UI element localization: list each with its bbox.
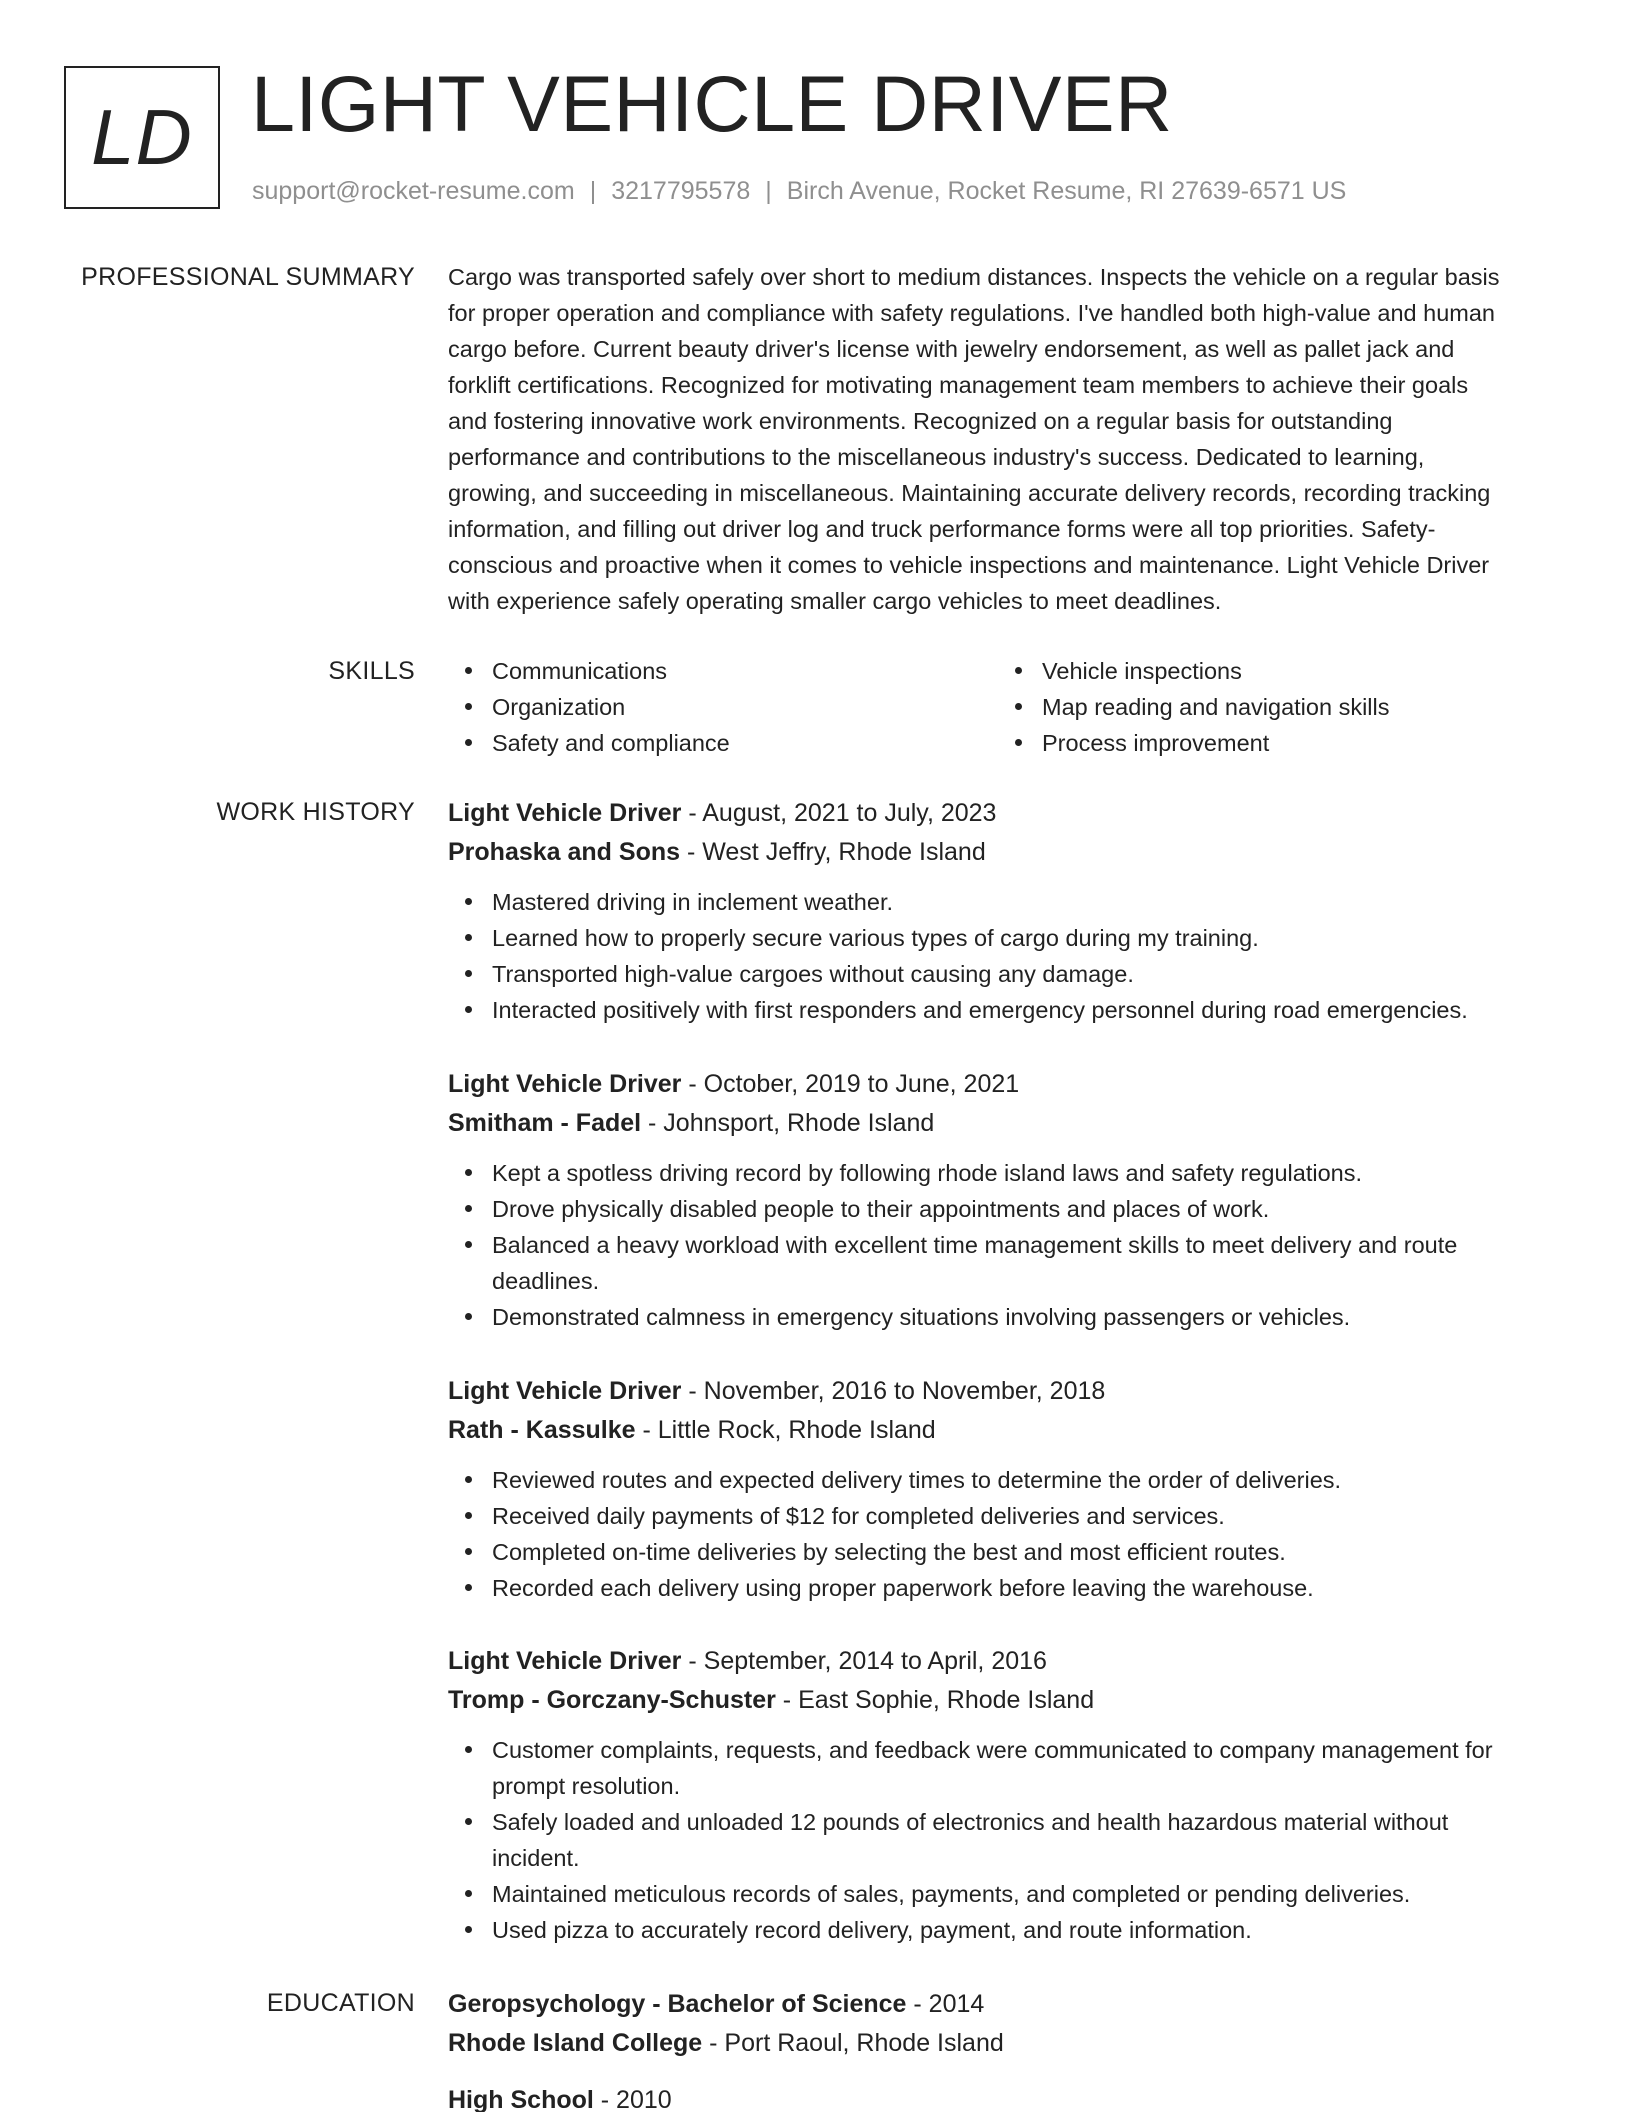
job-duty: Kept a spotless driving record by following rhode island laws and safety regulations. bbox=[448, 1155, 1566, 1191]
section-label-work-history: WORK HISTORY bbox=[216, 798, 415, 826]
job-title-line bbox=[448, 1642, 1566, 1681]
contact-separator: | bbox=[589, 177, 597, 205]
skill-item: Communications bbox=[448, 653, 998, 689]
work-history-body bbox=[448, 1642, 1566, 1948]
job-dates: - October, 2019 to June, 2021 bbox=[681, 1070, 1020, 1098]
work-history-body bbox=[448, 1372, 1566, 1606]
contact-address: Birch Avenue, Rocket Resume, RI 27639-6571 US bbox=[786, 177, 1347, 205]
section-label-summary: PROFESSIONAL SUMMARY bbox=[81, 263, 415, 291]
job-dates: - August, 2021 to July, 2023 bbox=[681, 799, 997, 827]
job-title: Light Vehicle Driver bbox=[448, 1377, 682, 1405]
job-location: - Johnsport, Rhode Island bbox=[641, 1109, 935, 1137]
education-degree: Geropsychology - Bachelor of Science bbox=[448, 1990, 907, 2018]
skill-item: Map reading and navigation skills bbox=[998, 689, 1548, 725]
job-duties bbox=[448, 1155, 1566, 1335]
skills-column-left bbox=[448, 653, 998, 761]
job-location: - East Sophie, Rhode Island bbox=[775, 1686, 1095, 1714]
job-duty: Interacted positively with first responders and emergency personnel during road emergencies. bbox=[448, 992, 1566, 1028]
job-duty bbox=[448, 1804, 1566, 1876]
job-duty: Demonstrated calmness in emergency situations involving passengers or vehicles. bbox=[448, 1299, 1566, 1335]
job-duty-line: Customer complaints, requests, and feedback were communicated to company management for bbox=[492, 1737, 1493, 1763]
summary-line: growing, and succeeding in miscellaneous. Maintaining accurate delivery records, recording tracking bbox=[448, 480, 1491, 506]
job-company-line bbox=[448, 1681, 1566, 1720]
skill-item: Process improvement bbox=[998, 725, 1548, 761]
education-entry bbox=[448, 2081, 1566, 2112]
job-duty: Completed on-time deliveries by selecting the best and most efficient routes. bbox=[448, 1534, 1566, 1570]
education-degree: High School bbox=[448, 2086, 594, 2112]
education-school: Rhode Island College bbox=[448, 2029, 703, 2057]
work-history-body bbox=[448, 1065, 1566, 1335]
section-label-skills: SKILLS bbox=[328, 657, 415, 685]
job-company: Prohaska and Sons bbox=[448, 838, 681, 866]
summary-line: performance and contributions to the miscellaneous industry's success. Dedicated to learning, bbox=[448, 444, 1425, 470]
skills-column-right bbox=[998, 653, 1548, 761]
job-duty-line: Balanced a heavy workload with excellent time management skills to meet delivery and route bbox=[492, 1232, 1458, 1258]
page-title: LIGHT VEHICLE DRIVER bbox=[251, 59, 1173, 148]
job-location: - Little Rock, Rhode Island bbox=[635, 1416, 936, 1444]
education-degree-line bbox=[448, 2081, 1566, 2112]
education-school-line bbox=[448, 2024, 1566, 2063]
job-title-line bbox=[448, 794, 1566, 833]
job-company: Rath - Kassulke bbox=[448, 1416, 636, 1444]
job-duties bbox=[448, 1462, 1566, 1606]
job-entry bbox=[448, 794, 1566, 1028]
job-dates: - November, 2016 to November, 2018 bbox=[681, 1377, 1106, 1405]
education-location: - Port Raoul, Rhode Island bbox=[702, 2029, 1004, 2057]
job-duty: Recorded each delivery using proper paperwork before leaving the warehouse. bbox=[448, 1570, 1566, 1606]
job-duties bbox=[448, 1732, 1566, 1948]
job-duty: Reviewed routes and expected delivery times to determine the order of deliveries. bbox=[448, 1462, 1566, 1498]
summary-text bbox=[448, 259, 1566, 619]
section-label-education: EDUCATION bbox=[266, 1989, 415, 2017]
job-duty-line: prompt resolution. bbox=[492, 1773, 681, 1799]
job-title: Light Vehicle Driver bbox=[448, 799, 682, 827]
job-duty: Used pizza to accurately record delivery, payment, and route information. bbox=[448, 1912, 1566, 1948]
summary-line: cargo before. Current beauty driver's license with jewelry endorsement, as well as pallet jack and bbox=[448, 336, 1455, 362]
contact-email: support@rocket-resume.com bbox=[252, 177, 575, 205]
job-entry bbox=[448, 1642, 1566, 1948]
job-entry bbox=[448, 1372, 1566, 1606]
education-year: - 2010 bbox=[593, 2086, 672, 2112]
summary-line: conscious and proactive when it comes to vehicle inspections and maintenance. Light Vehicle Driver bbox=[448, 552, 1490, 578]
education-entry bbox=[448, 1985, 1566, 2063]
job-dates: - September, 2014 to April, 2016 bbox=[681, 1647, 1047, 1675]
skill-item: Organization bbox=[448, 689, 998, 725]
contact-line bbox=[252, 174, 1346, 208]
job-duty-line: incident. bbox=[492, 1845, 580, 1871]
work-history-body bbox=[448, 794, 1566, 1028]
job-duties bbox=[448, 884, 1566, 1028]
job-location: - West Jeffry, Rhode Island bbox=[680, 838, 986, 866]
job-duty: Drove physically disabled people to their appointments and places of work. bbox=[448, 1191, 1566, 1227]
job-duty: Maintained meticulous records of sales, payments, and completed or pending deliveries. bbox=[448, 1876, 1566, 1912]
summary-line: for proper operation and compliance with safety regulations. I've handled both high-value and human bbox=[448, 300, 1495, 326]
job-title: Light Vehicle Driver bbox=[448, 1070, 682, 1098]
skills-list bbox=[448, 653, 1566, 761]
job-duty: Received daily payments of $12 for completed deliveries and services. bbox=[448, 1498, 1566, 1534]
education-body bbox=[448, 1985, 1566, 2112]
skill-item: Safety and compliance bbox=[448, 725, 998, 761]
job-title-line bbox=[448, 1372, 1566, 1411]
job-title-line bbox=[448, 1065, 1566, 1104]
contact-separator: | bbox=[765, 177, 772, 205]
summary-line: information, and filling out driver log and truck performance forms were all top priorities. Safety- bbox=[448, 516, 1436, 542]
summary-line: and fostering innovative work environments. Recognized on a regular basis for outstanding bbox=[448, 408, 1393, 434]
monogram-logo: LD bbox=[64, 66, 220, 209]
job-duty-line: deadlines. bbox=[492, 1268, 600, 1294]
contact-phone: 3217795578 bbox=[611, 177, 751, 205]
job-company-line bbox=[448, 1104, 1566, 1143]
job-duty bbox=[448, 1732, 1566, 1804]
skill-item: Vehicle inspections bbox=[998, 653, 1548, 689]
job-company-line bbox=[448, 1411, 1566, 1450]
job-company: Tromp - Gorczany-Schuster bbox=[448, 1686, 776, 1714]
job-company: Smitham - Fadel bbox=[448, 1109, 642, 1137]
job-duty bbox=[448, 1227, 1566, 1299]
job-duty: Mastered driving in inclement weather. bbox=[448, 884, 1566, 920]
job-title: Light Vehicle Driver bbox=[448, 1647, 682, 1675]
job-duty: Transported high-value cargoes without causing any damage. bbox=[448, 956, 1566, 992]
job-entry bbox=[448, 1065, 1566, 1335]
summary-line: Cargo was transported safely over short to medium distances. Inspects the vehicle on a regular basis bbox=[448, 264, 1500, 290]
education-year: - 2014 bbox=[906, 1990, 985, 2018]
job-company-line bbox=[448, 833, 1566, 872]
job-duty: Learned how to properly secure various types of cargo during my training. bbox=[448, 920, 1566, 956]
summary-line: with experience safely operating smaller cargo vehicles to meet deadlines. bbox=[448, 588, 1222, 614]
summary-line: forklift certifications. Recognized for motivating management team members to achieve their goals bbox=[448, 372, 1469, 398]
education-degree-line bbox=[448, 1985, 1566, 2024]
job-duty-line: Safely loaded and unloaded 12 pounds of electronics and health hazardous material without bbox=[492, 1809, 1449, 1835]
